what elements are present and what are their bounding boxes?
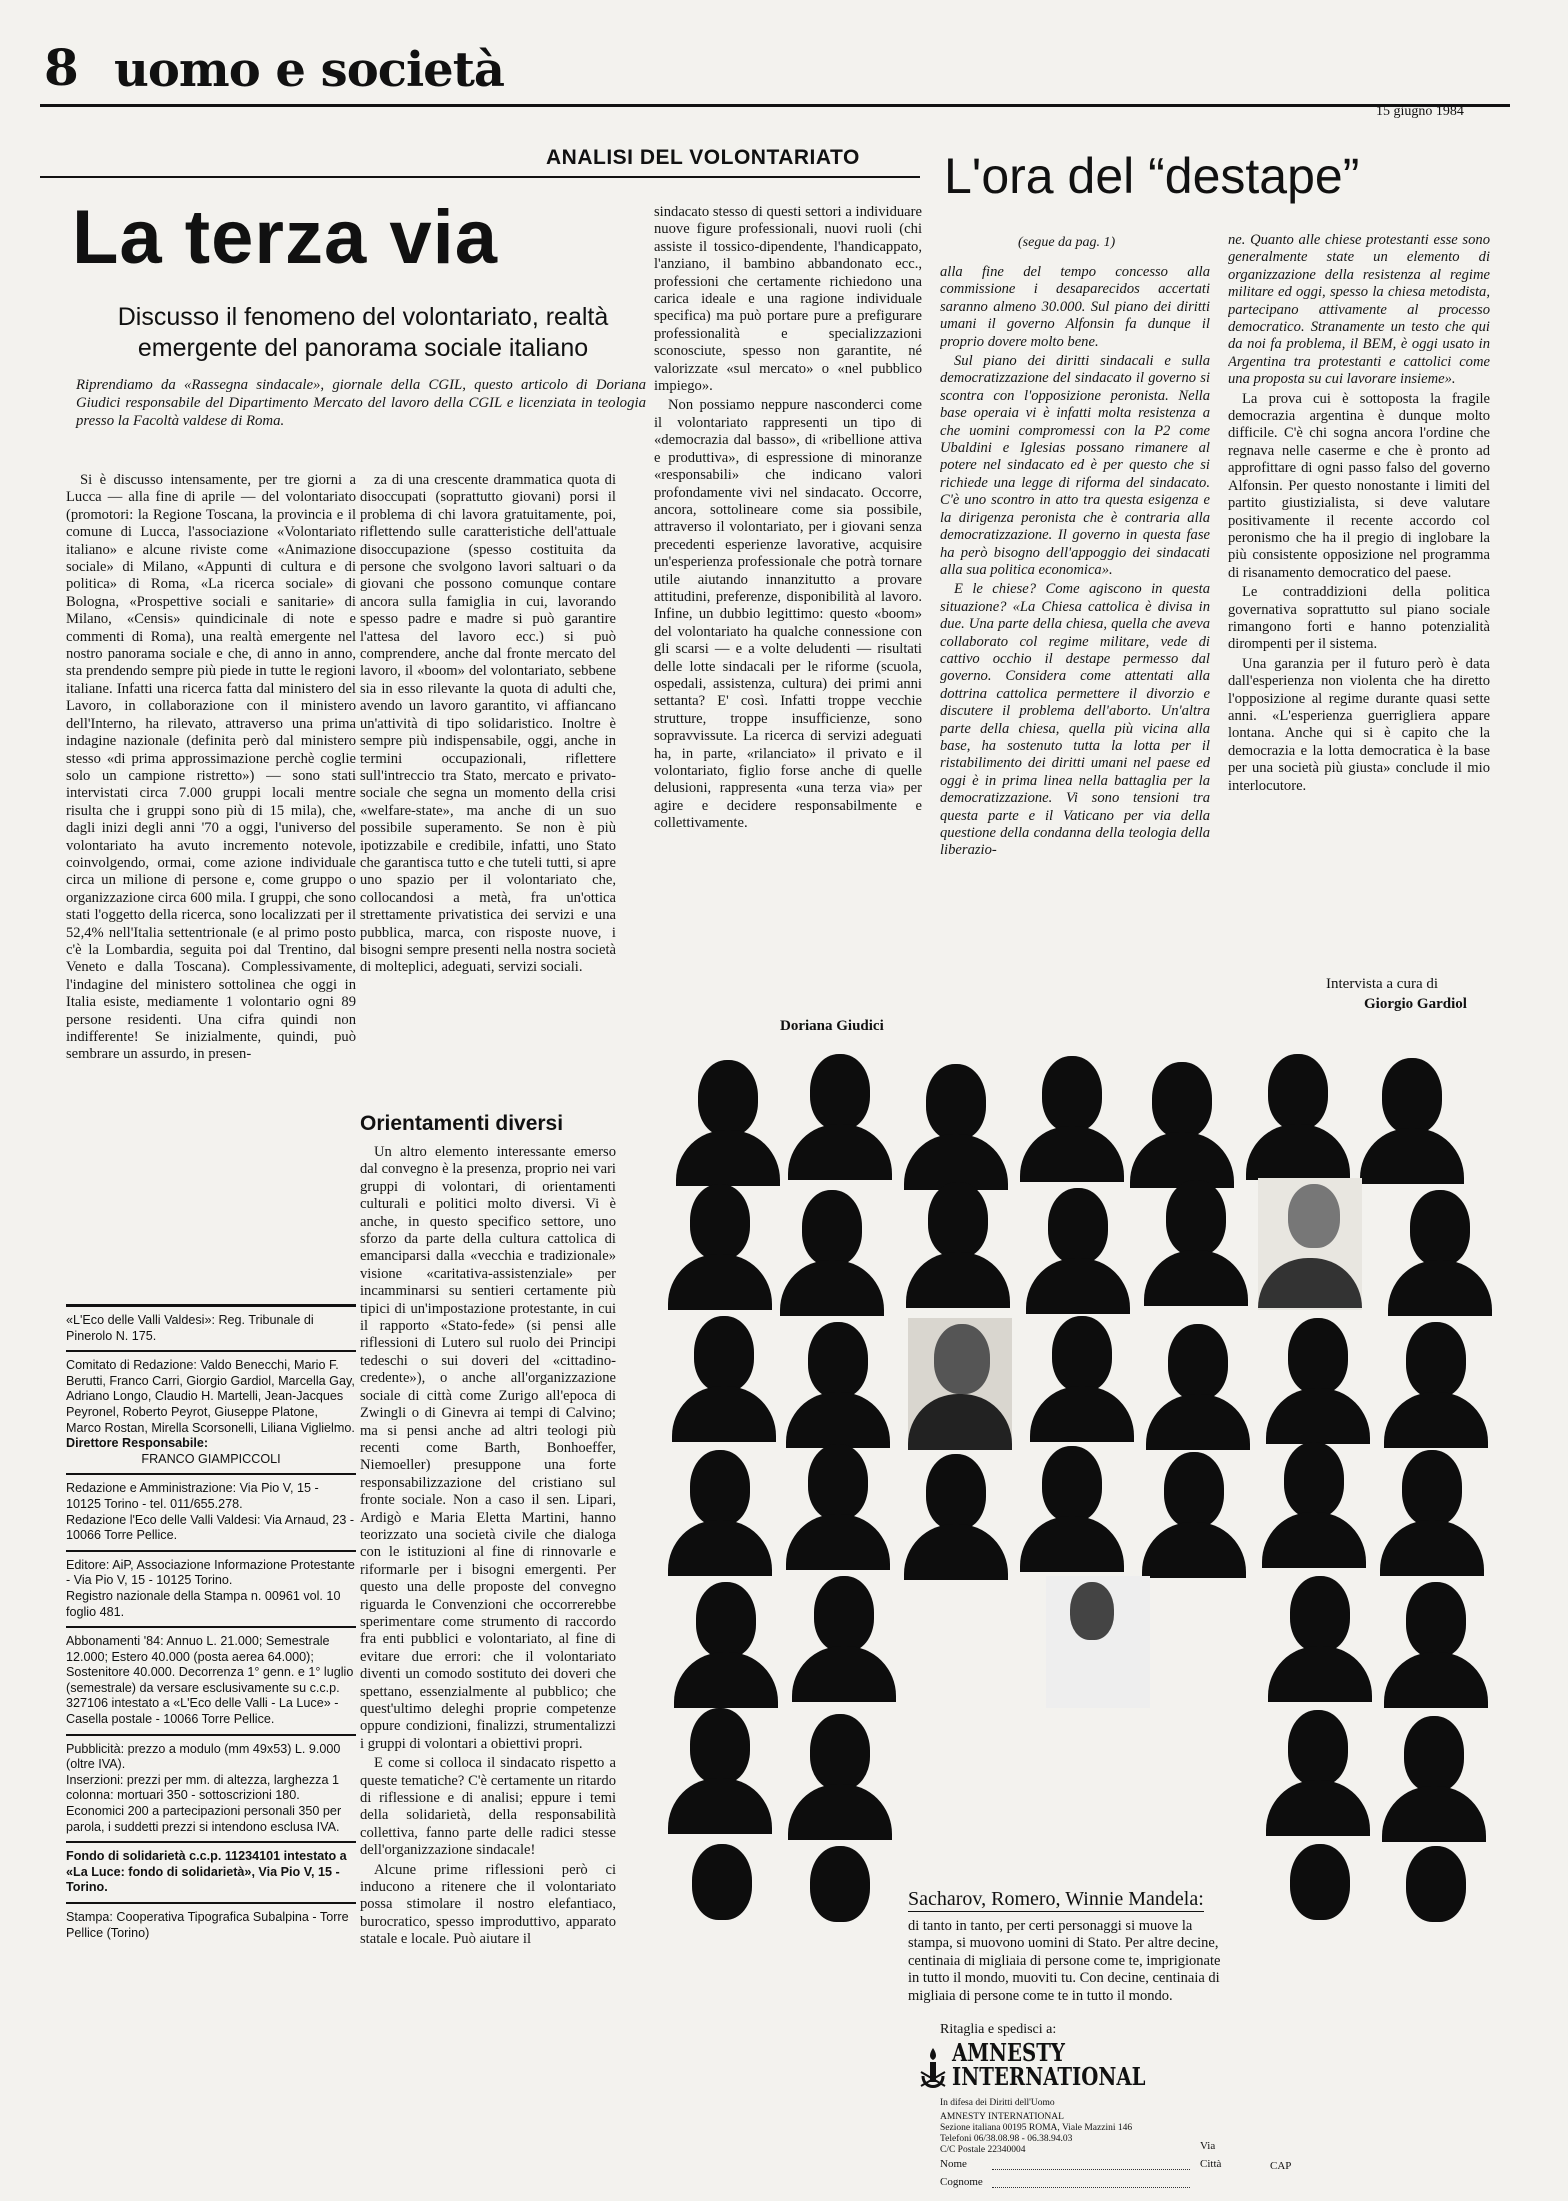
form-bottom-rows bbox=[1200, 2140, 1260, 2176]
continued-note: (segue da pag. 1) bbox=[1018, 235, 1116, 250]
portrait-photo bbox=[908, 1318, 1012, 1450]
article-author: Doriana Giudici bbox=[780, 1018, 884, 1034]
portrait-silhouette bbox=[792, 1570, 896, 1702]
masthead-box bbox=[66, 1304, 356, 1947]
portrait-silhouette bbox=[1146, 1318, 1250, 1450]
form-row-cognome[interactable]: Cognome bbox=[940, 2170, 1190, 2188]
paragraph: alla fine del tempo concesso alla commissione i desaparecidos accertati saranno almeno 30.000. Sul piano dei diritti umani il governo Alfonsin fa dunque il proprio dovere molto bene. bbox=[940, 264, 1210, 350]
left-col-1 bbox=[66, 472, 356, 1300]
form-row-citta-label: Città bbox=[1200, 2158, 1222, 2170]
paragraph: Sul piano dei diritti sindacali e sulla democratizzazione del sindacato il governo si scontra con l'opposizione peronista. Nella base operaia vi è infatti molta resistenza a che uomini compromessi con la P2 come Ubaldini e Iglesias possano rimanere al potere nel sindacato ed è per questo che si richiede una legge di riforma del sindacato. C'è uno scontro in atto tra questa esigenza e la dirigenza peronista che è contraria alla democratizzazione. Il governo in questa fase ha però bisogno dell'appoggio dei sindacati alla sua politica economica». bbox=[940, 353, 1210, 578]
paragraph: Alcune prime riflessioni però ci inducono a ritenere che il volontariato possa stimolare il nostro elefantiaco, burocratico, spesso improduttivo, apparato statale e locale. Può aiutare il bbox=[360, 1861, 616, 1948]
article-intro: Riprendiamo da «Rassegna sindacale», giornale della CGIL, questo articolo di Doriana Giudici responsabile del Dipartimento Mercato del lavoro della CGIL e licenziata in teologia presso la Facoltà valdese di Roma. bbox=[76, 377, 646, 430]
portrait-silhouette bbox=[1020, 1050, 1124, 1182]
right-article-title: L'ora del “destape” bbox=[944, 148, 1360, 204]
paragraph: ne. Quanto alle chiese protestanti esse sono generalmente state un elemento di organizzazione della resistenza al regime militare ed oggi, spesso la chiesa metodista, partecipano attivamente al processo democratico. Stranamente un testo che qui da noi fa problema, il BEM, è oggi usato in Argentina tra protestanti e cattolici come una proposta su cui lavorare insieme». bbox=[1228, 232, 1490, 388]
paragraph: Si è discusso intensamente, per tre giorni a Lucca — alla fine di aprile — del volontariato (promotori: la Regione Toscana, la provincia e il comune di Lucca, l'associazione «Volontariato italiano» e alcune riviste come «Animazione sociale» di Milano, «Appunti di cultura e di politica» di Roma, «La ricerca sociale» di Bologna, «Prospettive sociali e sanitarie» di Milano, «Censis» quindicinale di note e commenti di Roma), una realtà emergente nel nostro panorama sociale e che, di anno in anno, sta prendendo sempre più piede in tutte le regioni italiane. Infatti una ricerca fatta dal ministero del Lavoro, in collaborazione con il ministero dell'Interno, ha rilevato, attraverso una prima indagine nazionale (definita però dal ministero stesso «di prima approssimazione perchè coglie solo un campione ristretto») — sono stati intervistati circa 7.000 gruppi locali mentre risulta che i gruppi sono più di 15 mila), che, dagli inizi degli anni '70 a oggi, l'universo del volontariato ha avuto incremento notevole, coinvolgendo, ormai, come azione individuale circa un milione di persone e, come gruppo o organizzazione circa 600 mila. I gruppi, che sono stati l'oggetto della ricerca, sono localizzati per il 52,4% nell'Italia settentrionale (e al primo posto c'è la Lombardia, seguita poi dal Trentino, dal Veneto e dalla Toscana). Complessivamente, l'indagine del ministero sottolinea che oggi in Italia esiste, mediamente 1 volontario ogni 89 persone residenti. Una cifra quindi non indifferente! Se inizialmente, quindi, può sembrare un assurdo, in presen- bbox=[66, 472, 356, 1063]
portrait-silhouette bbox=[668, 1702, 772, 1834]
paragraph: Non possiamo neppure nasconderci come il volontariato rappresenti un tipo di «democrazia dal basso», di «ribellione attiva e produttiva», di espressione di minoranze «responsabili» che indicano valori profondamente vivi nel sindacato. Occorre, ancora, sottolineare come sia possibile, attraverso il volontariato, per i giovani senza precedenti esperienze lavorative, acquisire un'esperienza professionale che potrà tornare utile aiutando innanzitutto a provare attitudini, preferenze, disponibilità al lavoro. Infine, un dubbio legittimo: questo «boom» del volontariato ha qualche connessione con gli scarsi — e a volte deludenti — risultati delle lotte sindacali per le riforme (scuola, ospedali, assistenza, cultura) dei primi anni settanta? E' così. Infatti troppe vecchie strutture, troppe insufficienze, sono sopravvissute. La ricerca di servizi adeguati ha, in parte, «rilanciato» il privato e il volontariato, figlio forse anche di quelle delusioni, rappresenta «una terza via» per agire e decidere responsabilmente e collettivamente. bbox=[654, 397, 922, 832]
left-col-2b bbox=[360, 1144, 616, 2184]
article-kicker: ANALISI DEL VOLONTARIATO bbox=[546, 146, 860, 169]
paragraph: Le contraddizioni della politica governativa soprattutto sul piano sociale rimangono forti e hanno potenzialità dirompenti per il sistema. bbox=[1228, 584, 1490, 653]
portrait-silhouette bbox=[668, 1178, 772, 1310]
portrait-silhouette bbox=[1384, 1316, 1488, 1448]
amnesty-candle-icon bbox=[920, 2046, 946, 2094]
article-title: La terza via bbox=[72, 195, 498, 280]
portrait-silhouette bbox=[1030, 1310, 1134, 1442]
portrait-silhouette bbox=[1130, 1056, 1234, 1188]
masthead-block: «L'Eco delle Valli Valdesi»: Reg. Tribunale di Pinerolo N. 175. bbox=[66, 1307, 356, 1352]
portrait-silhouette bbox=[668, 1444, 772, 1576]
portrait-silhouette bbox=[788, 1840, 892, 1908]
portrait-silhouette bbox=[1384, 1840, 1488, 1908]
portrait-silhouette bbox=[672, 1310, 776, 1442]
portrait-silhouette bbox=[1380, 1444, 1484, 1576]
portrait-silhouette bbox=[1268, 1838, 1372, 1908]
paragraph: za di una crescente drammatica quota di disoccupati (soprattutto giovani) porsi il problema di chi lavora gratuitamente, poi, riflettendo sulle caratteristiche dell'attuale disoccupazione (spesso costituita da persone che svolgono lavori saltuari o da giovani che possono comunque contare ancora sulla famiglia in cui, lavorando spesso padre e madre si può garantire l'attesa del lavoro ecc.) si può comprendere, anche dal fronte mercato del lavoro, il «boom» del volontariato, sebbene sia in esso rilevante la quota di adulti che, avendo un lavoro garantito, vi affiancano un'attività di tipo solidaristico. Inoltre è sempre più indispensabile, oggi, anche in termini occupazionali, riflettere sull'intreccio tra Stato, mercato e privato-sociale che segna un momento della crisi «welfare-state», ma anche di un suo possibile superamento. Se non è più ipotizzabile e credibile, infatti, uno Stato che garantisca tutto e che tuteli tutti, si apre uno spazio per il volontariato che, collocandosi a metà, fra un'ottica strettamente privatistica dei servizi e una pubblica, marca, con risposte nuove, i bisogni sempre presenti nella nostra società di molteplici, adeguati, servizi sociali. bbox=[360, 472, 616, 976]
coupon-form bbox=[940, 2152, 1190, 2188]
masthead-block: Comitato di Redazione: Valdo Benecchi, Mario F. Berutti, Franco Carri, Giorgio Gardiol, Marcella Gay, Adriano Longo, Claudio H. Martelli, Jean-Jacques Peyronel, Roberto Peyrot, Giuseppe Platone, Marco Rostan, Mirella Scorsonelli, Liliana Viglielmo. Direttore Responsabile: FRANCO GIAMPICCOLI bbox=[66, 1352, 356, 1475]
portrait-silhouette bbox=[780, 1184, 884, 1316]
portrait-silhouette bbox=[788, 1048, 892, 1180]
portrait-silhouette bbox=[786, 1316, 890, 1448]
ad-body: di tanto in tanto, per certi personaggi si muove la stampa, si muovono uomini di Stato. Per altre decine, centinaia di migliaia di persone come te, imprigionate in tutto il mondo, muoviti tu. Con decine, centinaia di migliaia di persone come te in tutto il mondo. bbox=[908, 1918, 1221, 2004]
portrait-silhouette bbox=[1144, 1174, 1248, 1306]
ad-org-line2: INTERNATIONAL bbox=[952, 2062, 1146, 2091]
portrait-silhouette bbox=[1266, 1704, 1370, 1836]
portrait-silhouette bbox=[788, 1708, 892, 1840]
portrait-photo bbox=[1258, 1178, 1362, 1310]
right-col-2 bbox=[1228, 232, 1490, 976]
issue-date: 15 giugno 1984 bbox=[1376, 104, 1464, 119]
header-rule bbox=[40, 104, 1510, 107]
section-title: uomo e società bbox=[114, 42, 504, 98]
form-row-nome[interactable]: Nome bbox=[940, 2152, 1190, 2170]
form-row-via-label: Via bbox=[1200, 2140, 1216, 2152]
portrait-silhouette bbox=[670, 1838, 774, 1908]
paragraph: Un altro elemento interessante emerso dal convegno è la presenza, proprio nei vari gruppi di volontari, di orientamenti culturali e politici molto diversi. Vi è anche, in questo specifico settore, uno sforzo da parte della cultura cattolica di emanciparsi dalla «vecchia e tradizionale» visione «caritativa-assistenziale» per incamminarsi su sentieri certamente più tipici di un'impostazione protestante, in cui il rapporto «Stato-fede» (si pensi alle riflessioni di Lutero sul ruolo dei Principi tedeschi o sui doveri del «cittadino-credente»), o anche all'organizzazione sociale di città come Zurigo all'epoca di Zwingli o di Ginevra ai tempi di Calvino; ma si pensi anche ad altri teologi più recenti come Barth, Bonhoeffer, Niemoeller) presuppone una forte responsabilizzazione del cristiano sul fronte sociale. Non a caso il sen. Lipari, Ardigò e Maria Eletta Martini, hanno teorizzato una società civile che dialoga con le istituzioni al fine di rinnovarle e riformarle per i bisogni emergenti. Per questo una delle proposte del convegno riguarda le Convenzioni che occorrerebbe sperimentare come strumento di raccordo fra enti pubblici e volontariato, al fine di evitare due errori: che il volontariato diventi un comodo sostituto dei doveri che spettano, essenzialmente al pubblico; che quest'ultimo deleghi proprie competenze oppure condizioni, finalizzi, strumentalizzi i gruppi di volontari a obiettivi propri. bbox=[360, 1144, 616, 1752]
ad-address: AMNESTY INTERNATIONAL Sezione italiana 00195 ROMA, Viale Mazzini 146 Telefoni 06/38.08.98 - 06.38.94.03 C/C Postale 22340004 bbox=[940, 2112, 1133, 2155]
portrait-silhouette bbox=[1246, 1048, 1350, 1180]
form-cap-label: CAP bbox=[1270, 2160, 1292, 2172]
portrait-silhouette bbox=[1266, 1312, 1370, 1444]
ad-org-line1: AMNESTY bbox=[952, 2038, 1065, 2067]
ad-tagline: In difesa dei Diritti dell'Uomo bbox=[940, 2098, 1055, 2108]
masthead-block: Stampa: Cooperativa Tipografica Subalpina - Torre Pellice (Torino) bbox=[66, 1910, 349, 1940]
silhouette-grid bbox=[668, 1048, 1508, 1908]
sub-heading: Orientamenti diversi bbox=[360, 1112, 564, 1135]
masthead-block: Pubblicità: prezzo a modulo (mm 49x53) L. 9.000 (oltre IVA). Inserzioni: prezzi per mm. di altezza, larghezza 1 colonna: mortuari 350 - sottoscrizioni 180. Economici 200 a partecipazioni personali 350 per parola, i suddetti prezzi si intendono esclusa IVA. bbox=[66, 1736, 356, 1844]
interview-credit-label: Intervista a cura di bbox=[1326, 976, 1439, 992]
portrait-silhouette bbox=[1020, 1440, 1124, 1572]
portrait-silhouette bbox=[904, 1058, 1008, 1190]
article-subtitle: Discusso il fenomeno del volontariato, realtà emergente del panorama sociale italiano bbox=[117, 303, 609, 362]
portrait-silhouette bbox=[1382, 1710, 1486, 1842]
ad-cta: Ritaglia e spedisci a: bbox=[940, 2022, 1057, 2037]
portrait-silhouette bbox=[1388, 1184, 1492, 1316]
portrait-silhouette bbox=[904, 1448, 1008, 1580]
portrait-silhouette bbox=[786, 1438, 890, 1570]
portrait-silhouette bbox=[1360, 1052, 1464, 1184]
portrait-silhouette bbox=[676, 1054, 780, 1186]
masthead-block: Fondo di solidarietà c.c.p. 11234101 intestato a «La Luce: fondo di solidarietà», Via Pio V, 15 - Torino. bbox=[66, 1843, 356, 1904]
ad-names: Sacharov, Romero, Winnie Mandela: bbox=[908, 1888, 1204, 1910]
left-col-2 bbox=[360, 472, 616, 1114]
portrait-silhouette bbox=[1262, 1436, 1366, 1568]
paragraph: E come si colloca il sindacato rispetto a queste tematiche? C'è certamente un ritardo di riflessione e di analisi; eppure i temi della solidarietà, della responsabilità collettiva, fanno parte delle radici stesse dell'organizzazione sindacale! bbox=[360, 1755, 616, 1859]
paragraph: sindacato stesso di questi settori a individuare nuove figure professionali, nuovi ruoli (chi assiste il tossico-dipendente, l'handicappato, l'anziano, il bambino abbandonato ecc., professioni che certamente richiedono una carica ideale e una ragione individuale specifica) ma può portare pure a prefigurare professionalità e specializzazioni sconosciute, spesso non garantite, né valorizzate «sul mercato» o «nel pubblico impiego». bbox=[654, 204, 922, 395]
kicker-rule bbox=[40, 176, 920, 178]
right-col-1 bbox=[940, 264, 1210, 1024]
paragraph: E le chiese? Come agiscono in questa situazione? «La Chiesa cattolica è divisa in due. Una parte della chiesa, quella che aveva collaborato col regime militare, vede di cattivo occhio il destape permesso dal governo. Considera come attentati alla dottrina cattolica permettere il divorzio e discutere il problema dell'aborto. Un'altra parte della chiesa, quella più vicina alla base, ha sostenuto tutta la lotta per il ristabilimento dei diritti umani nel paese ed oggi è in prima linea nella battaglia per la democratizzazione. Vi sono tensioni tra questa parte e il Vaticano per via della questione della condanna della teologia della liberazio- bbox=[940, 581, 1210, 859]
paragraph: La prova cui è sottoposta la fragile democrazia argentina è dunque molto difficile. C'è chi sogna ancora l'ordine che regnava nelle caserme e che è pronto ad approfittare di ogni passo falso del governo Alfonsin. Per questo nonostante i limiti del partito giustizialista, si deve valutare positivamente il recente accordo col peronismo che ha il pregio di inglobare la più consistente opposizione nel programma di risanamento democratico del paese. bbox=[1228, 390, 1490, 581]
portrait-silhouette bbox=[674, 1576, 778, 1708]
masthead-block: Editore: AiP, Associazione Informazione Protestante - Via Pio V, 15 - 10125 Torino. Registro nazionale della Stampa n. 00961 vol. 10 foglio 481. bbox=[66, 1552, 356, 1628]
portrait-silhouette bbox=[1142, 1446, 1246, 1578]
portrait-silhouette bbox=[1268, 1570, 1372, 1702]
left-col-3 bbox=[654, 204, 922, 1014]
portrait-silhouette bbox=[1384, 1576, 1488, 1708]
masthead-block: Abbonamenti '84: Annuo L. 21.000; Semestrale 12.000; Estero 40.000 (posta aerea 64.000); Sostenitore 40.000. Decorrenza 1° genn. e 1° luglio (semestrale) da versare esclusivamente su c.c.p. 327106 intestato a «L'Eco delle Valli - La Luce» - Casella postale - 10066 Torre Pellice. bbox=[66, 1628, 356, 1736]
masthead-block: Redazione e Amministrazione: Via Pio V, 15 - 10125 Torino - tel. 011/655.278. Redazione l'Eco delle Valli Valdesi: Via Arnaud, 23 - 10066 Torre Pellice. bbox=[66, 1475, 356, 1551]
portrait-silhouette bbox=[906, 1176, 1010, 1308]
paragraph: Una garanzia per il futuro però è data dall'esperienza non violenta che ha diretto l'opposizione al regime durante quasi sette anni. «L'esperienza guerrigliera appare lontana. Anche qui si è capito che la democrazia e la lotta democratica è la base per una società più giusta» conclude il mio interlocutore. bbox=[1228, 655, 1490, 794]
portrait-photo bbox=[1046, 1576, 1150, 1708]
page-number: 8 bbox=[44, 38, 79, 97]
interview-credit-name: Giorgio Gardiol bbox=[1364, 996, 1467, 1012]
portrait-silhouette bbox=[1026, 1182, 1130, 1314]
